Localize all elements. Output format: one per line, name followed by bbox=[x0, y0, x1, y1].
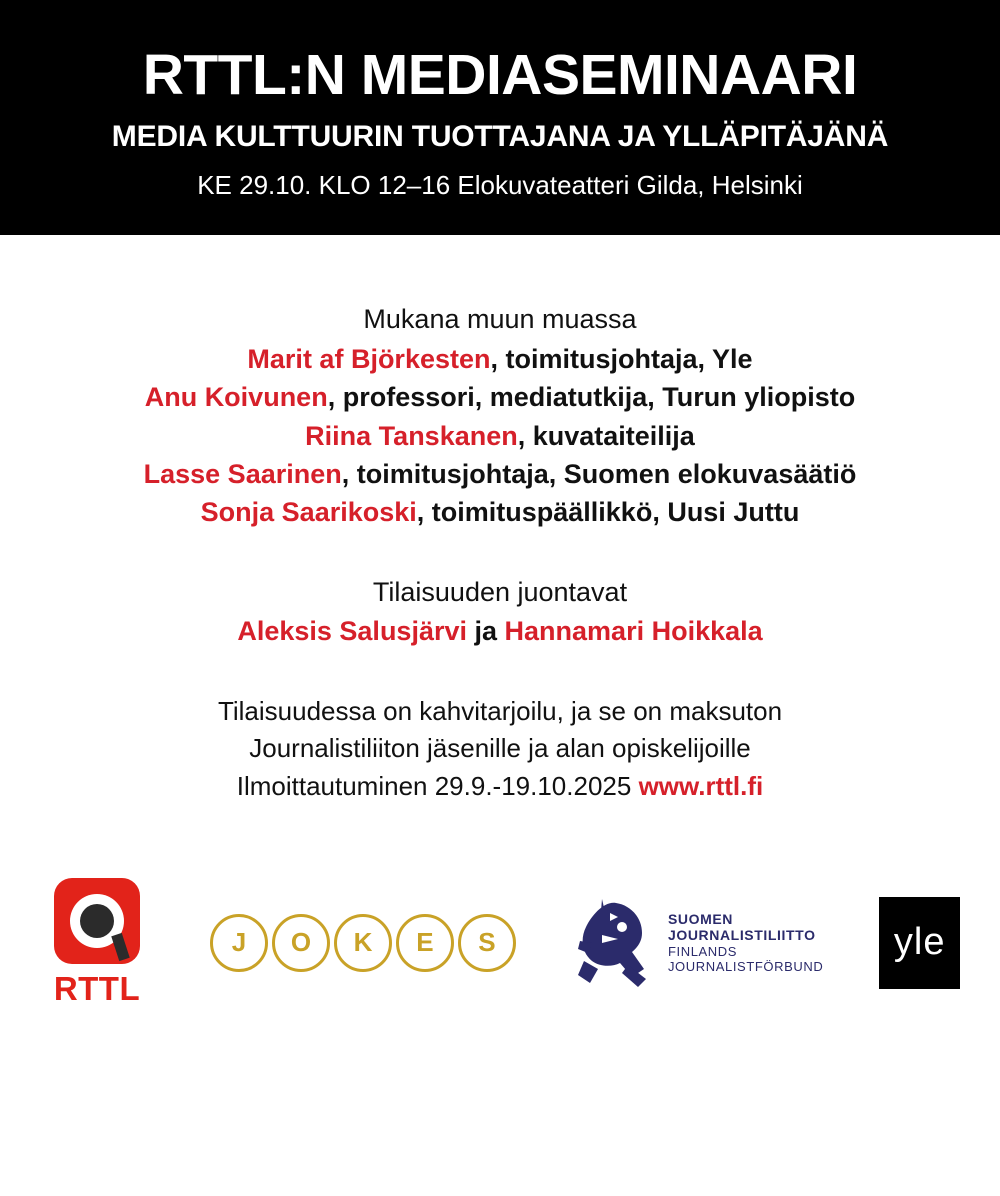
sjl-line-4: JOURNALISTFÖRBUND bbox=[667, 959, 824, 975]
jokes-letter-icon: J bbox=[210, 914, 268, 972]
sjl-line-3: FINLANDS bbox=[667, 943, 738, 959]
speaker-name: Riina Tanskanen bbox=[305, 420, 518, 451]
speakers-intro: Mukana muun muassa bbox=[363, 303, 637, 334]
speaker-role: , toimitusjohtaja, Suomen elokuvasäätiö bbox=[341, 458, 857, 489]
jokes-logo bbox=[210, 914, 516, 972]
registration-line bbox=[0, 768, 1000, 806]
page-subtitle: MEDIA KULTTUURIN TUOTTAJANA JA YLLÄPITÄJÄNÄ bbox=[111, 119, 889, 153]
rttl-wordmark: RTTL bbox=[53, 969, 141, 1007]
info-line-2: Journalistiliiton jäsenille ja alan opiskelijoille bbox=[249, 733, 751, 764]
speaker-role: , kuvataiteilija bbox=[517, 420, 695, 451]
speaker-role: , toimitusjohtaja, Yle bbox=[490, 343, 753, 374]
speaker-name: Sonja Saarikoski bbox=[200, 497, 417, 528]
host-name-2: Hannamari Hoikkala bbox=[504, 615, 763, 646]
spacer bbox=[0, 651, 1000, 693]
hosts-row bbox=[0, 613, 1000, 651]
poster-header bbox=[0, 0, 1000, 235]
logo-strip bbox=[0, 868, 1000, 1018]
rttl-mark-stem bbox=[111, 933, 129, 961]
speaker-role: , toimituspäällikkö, Uusi Juttu bbox=[416, 497, 800, 528]
jokes-letter-icon: S bbox=[458, 914, 516, 972]
journalistiliitto-wordmark bbox=[668, 911, 823, 975]
host-conjunction: ja bbox=[467, 615, 505, 646]
speaker-row bbox=[0, 417, 1000, 455]
sjl-line-2: JOURNALISTILIITTO bbox=[667, 927, 816, 944]
journalist-crest-icon bbox=[572, 895, 658, 991]
jokes-letter-icon: K bbox=[334, 914, 392, 972]
speaker-role: , professori, mediatutkija, Turun yliopisto bbox=[327, 382, 856, 413]
rttl-mark-dot bbox=[80, 904, 114, 938]
poster-body bbox=[0, 235, 1000, 1196]
speaker-row bbox=[0, 493, 1000, 531]
speaker-row bbox=[0, 340, 1000, 378]
rttl-logo bbox=[40, 878, 154, 1008]
host-name-1: Aleksis Salusjärvi bbox=[237, 615, 467, 646]
sjl-line-1: SUOMEN bbox=[667, 910, 734, 927]
hosts-intro: Tilaisuuden juontavat bbox=[372, 576, 628, 607]
yle-wordmark: yle bbox=[893, 921, 946, 964]
speaker-name: Anu Koivunen bbox=[144, 382, 328, 413]
yle-logo bbox=[879, 897, 960, 989]
journalistiliitto-logo bbox=[572, 895, 823, 991]
page-title: RTTL:N MEDIASEMINAARI bbox=[142, 43, 858, 107]
speaker-name: Lasse Saarinen bbox=[143, 458, 342, 489]
spacer bbox=[0, 532, 1000, 574]
registration-text: Ilmoittautuminen 29.9.-19.10.2025 bbox=[236, 771, 639, 802]
info-line-1: Tilaisuudessa on kahvitarjoilu, ja se on maksuton bbox=[217, 695, 783, 726]
jokes-letter-icon: O bbox=[272, 914, 330, 972]
website-link[interactable]: www.rttl.fi bbox=[638, 771, 764, 802]
speaker-row bbox=[0, 378, 1000, 416]
rttl-mark-icon bbox=[54, 878, 140, 964]
speaker-row bbox=[0, 455, 1000, 493]
event-datetime-venue: KE 29.10. KLO 12–16 Elokuvateatteri Gilda, Helsinki bbox=[197, 169, 803, 200]
speaker-name: Marit af Björkesten bbox=[247, 343, 491, 374]
jokes-letter-icon: E bbox=[396, 914, 454, 972]
